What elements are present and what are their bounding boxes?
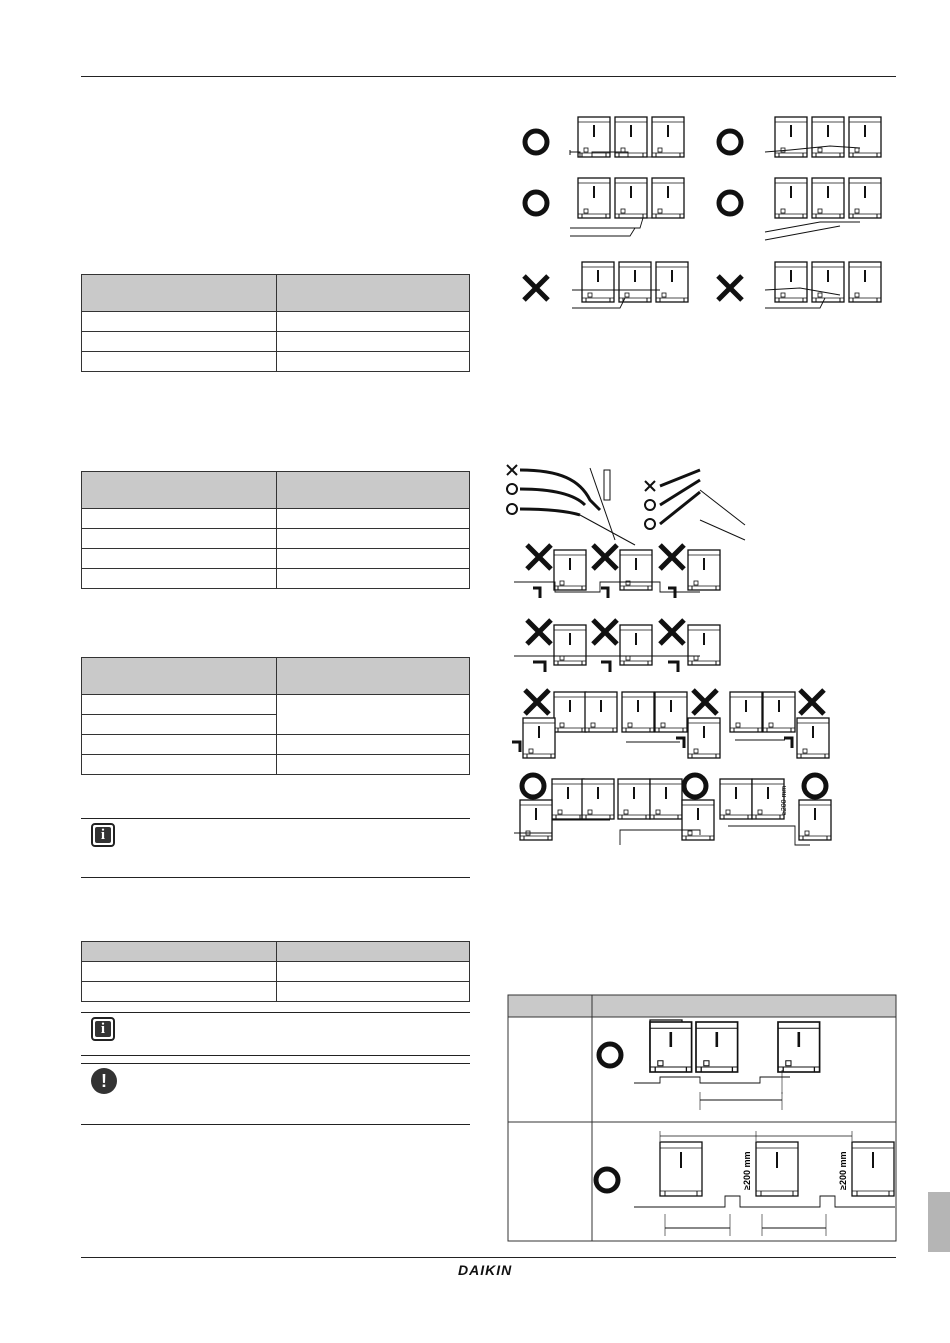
figure-level-difference-ng <box>512 690 829 758</box>
ok-circle-icon <box>719 192 741 214</box>
ok-circle-icon <box>804 775 826 797</box>
dimension-label: ≥200 mm <box>838 1151 848 1190</box>
ok-circle-icon <box>522 775 544 797</box>
info-icon: i <box>91 1017 115 1041</box>
not-allowed-cross-icon <box>527 545 551 569</box>
figure-oil-trap-patterns <box>514 545 720 672</box>
not-allowed-cross-icon <box>524 276 548 300</box>
ok-circle-icon <box>525 131 547 153</box>
dimension-label: ≥200 mm <box>781 785 788 815</box>
warning-icon: ! <box>91 1068 117 1094</box>
not-allowed-cross-icon <box>660 620 684 644</box>
ok-circle-icon <box>719 131 741 153</box>
info-icon: i <box>91 823 115 847</box>
daikin-logo: DAIKIN <box>458 1262 513 1278</box>
footer-rule <box>81 1257 896 1258</box>
dimension-label: ≥200 mm <box>742 1151 752 1190</box>
not-allowed-cross-icon <box>593 620 617 644</box>
ok-circle-icon <box>684 775 706 797</box>
ok-circle-icon <box>599 1044 621 1066</box>
figure-level-difference-ok <box>514 775 831 845</box>
not-allowed-cross-icon <box>718 276 742 300</box>
not-allowed-cross-icon <box>593 545 617 569</box>
figure-connection-patterns <box>524 117 881 308</box>
not-allowed-cross-icon <box>660 545 684 569</box>
layout-table <box>508 995 896 1241</box>
not-allowed-cross-icon <box>693 690 717 714</box>
not-allowed-cross-icon <box>800 690 824 714</box>
not-allowed-cross-icon <box>527 620 551 644</box>
figure-pipe-branch <box>507 465 745 545</box>
ok-circle-icon <box>596 1169 618 1191</box>
ok-circle-icon <box>525 192 547 214</box>
chapter-side-tab <box>928 1192 950 1252</box>
not-allowed-cross-icon <box>525 690 549 714</box>
